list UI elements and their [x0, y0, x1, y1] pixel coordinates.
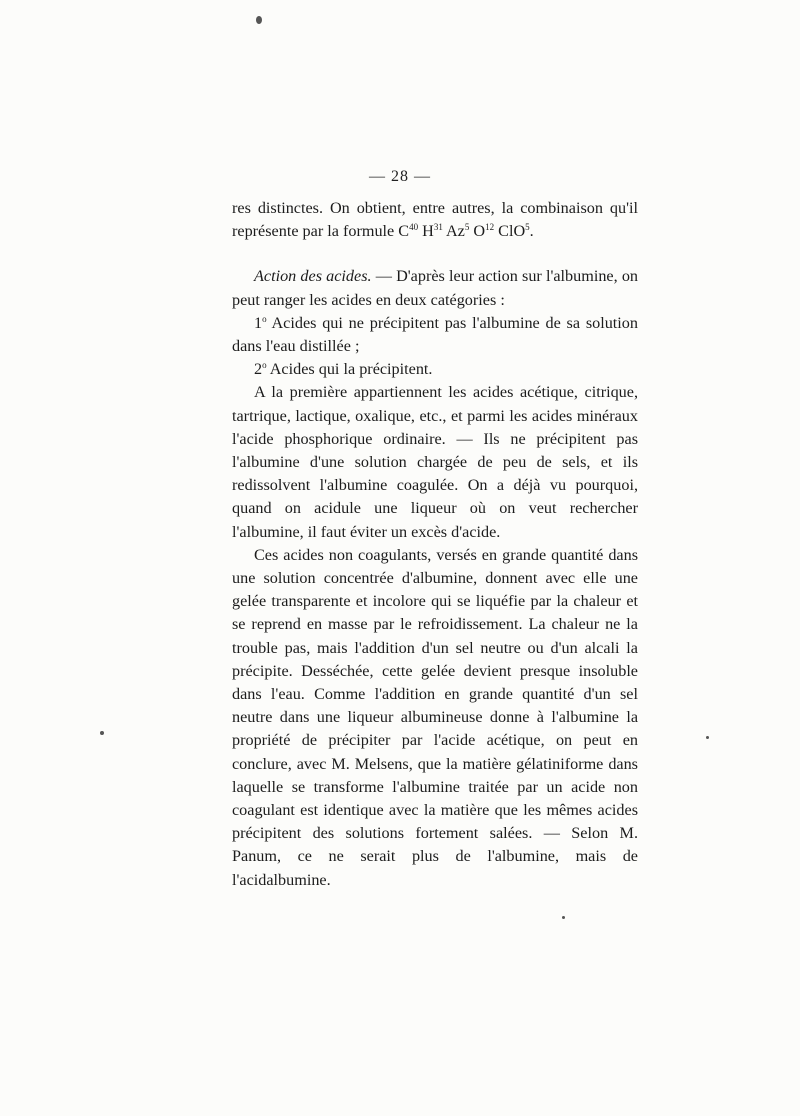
paragraph-p2 [232, 265, 638, 311]
paragraph-p1 [232, 197, 638, 243]
text-run: O [469, 222, 486, 241]
paragraph-p4 [232, 358, 638, 381]
body-text [232, 197, 638, 892]
text-run: ClO [494, 222, 526, 241]
paper-speck [256, 16, 262, 24]
text-run: — D'après leur action sur l'albumine, on peut ranger les acides en deux catégories : [232, 267, 639, 309]
paragraph-p5 [232, 381, 638, 543]
text-run: Acides qui ne précipitent pas l'albumine de sa solution dans l'eau distillée ; [232, 313, 638, 356]
italic-heading: Action des acides. [254, 267, 372, 286]
text-run: 2 [254, 360, 263, 379]
paper-speck [706, 736, 709, 739]
superscript: o [262, 313, 267, 324]
paragraph-p6 [232, 544, 638, 892]
text-run: H [418, 222, 434, 241]
superscript: o [262, 360, 267, 371]
superscript: 31 [433, 222, 443, 233]
text-run: Az [442, 222, 465, 241]
superscript: 5 [464, 222, 470, 233]
paper-speck [562, 916, 565, 919]
page-number: — 28 — [369, 168, 431, 185]
text-run: 1 [254, 313, 263, 332]
paragraph-p3 [232, 312, 638, 358]
text-run: A la première appartiennent les acides acétique, citrique, tartrique, lactique, oxalique, etc., et parmi les acides minéraux l'acide phosphorique ordinaire. — Ils ne précipitent pas l'albumine d'une solution chargée de peu de sels, et ils redissolvent l'albumine coagulée. On a déjà vu pourquoi, quand on acidule une liqueur où on veut rechercher l'albumine, il faut éviter un excès d'acide. [232, 383, 638, 541]
superscript: 12 [485, 222, 495, 233]
text-run: Acides qui la précipitent. [266, 360, 433, 379]
superscript: 40 [409, 222, 419, 233]
text-run: res distinctes. On obtient, entre autres, la combinaison qu'il représente par la formule C [232, 199, 638, 241]
paper-speck [100, 731, 104, 735]
text-run: . [529, 222, 534, 241]
superscript: 5 [525, 222, 530, 233]
text-run: Ces acides non coagulants, versés en grande quantité dans une solution concentrée d'albumine, donnent avec elle une gelée transparente et incolore qui se liquéfie par la chaleur et se reprend en masse par le refroidissement. La chaleur ne la trouble pas, mais l'addition d'un sel neutre ou d'un alcali la précipite. Desséchée, cette gelée devient presque insoluble dans l'eau. Comme l'addition en grande quantité d'un sel neutre dans une liqueur albumineuse donne à l'albumine la propriété de précipiter par l'acide acétique, on peut en conclure, avec M. Melsens, que la matière gélatiniforme dans laquelle se transforme l'albumine traitée par un acide non coagulant est identique avec la matière que les mêmes acides précipitent des solutions fortement salées. — Selon M. Panum, ce ne serait plus de l'albumine, mais de l'acidalbumine. [232, 545, 638, 889]
